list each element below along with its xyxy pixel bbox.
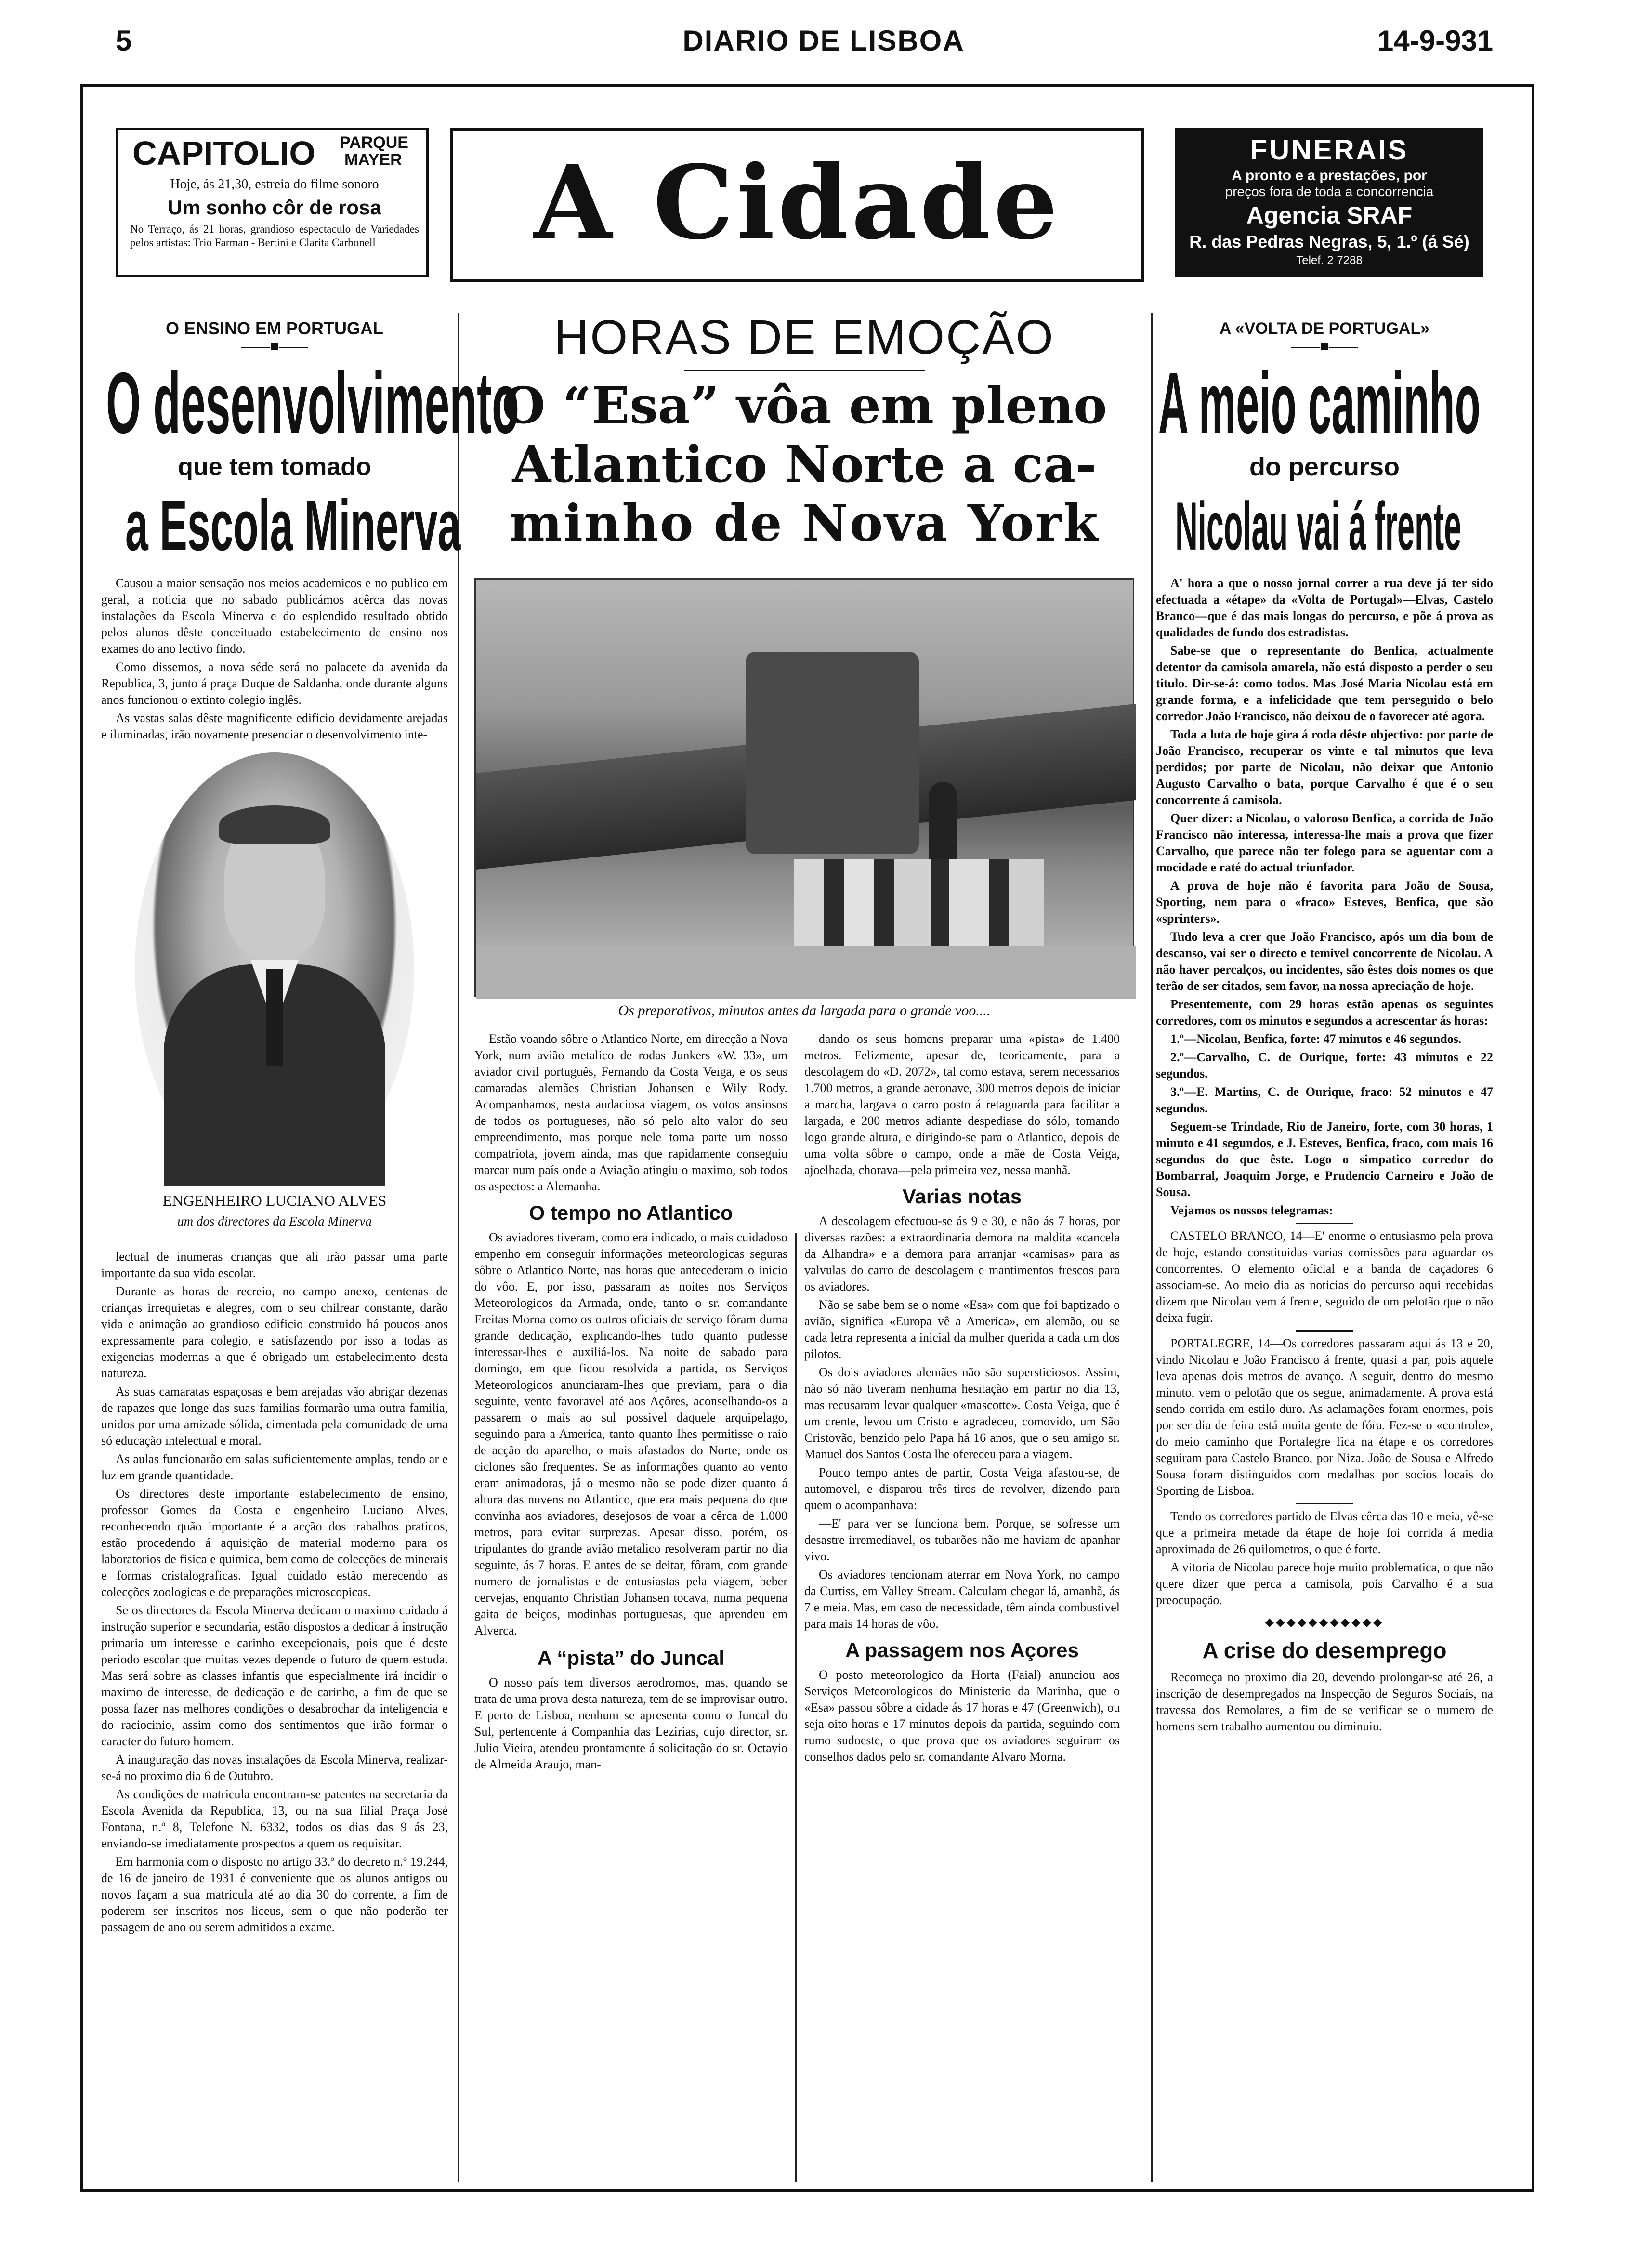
right-p4: Quer dizer: a Nicolau, o valoroso Benfica, a corrida de João Francisco não interessa, interessa-lhe mais a prova que fizer Carvalho, que parece não ter folego para se aguentar com a mocidade e raté do actual triunfador. [1156,811,1493,874]
right-p11: PORTALEGRE, 14—Os corredores passaram aqui ás 13 e 20, vindo Nicolau e João Francisco á frente, quasi a par, pois aquele leva apenas dois metros de avanço. A seguir, dentro do mesmo minuto, vem o pelotão que os segue, animadamente. A prova está sendo corrida em estilo duro. As aclamações foram enormes, pois por ser dia de feira está muita gente de fóra. Fez-se o «controle», do meio caminho que Portalegre fica na étape e os corredores seguiram para Castelo Branco, por Niza. João de Sousa e Alfredo Sousa foram distinguidos com medalhas por socios locais do Sporting de Lisboa. [1156,1336,1493,1498]
photo-caption: Os preparativos, minutos antes da largada para o grande voo.... [618,1002,991,1018]
right-p7: Presentemente, com 29 horas estão apenas os seguintes corredores, com os minutos e segundos a acrescentar ás horas: [1156,997,1493,1028]
right-l3: 3.º—E. Martins, C. de Ourique, fraco: 52 minutos e 47 segundos. [1156,1085,1493,1115]
center-headline-l2: Atlantico Norte a ca- [512,435,1097,494]
left-p4: lectual de inumeras crianças que ali irão passar uma parte importante da sua vida escolar. [101,1250,448,1280]
left-p10: A inauguração das novas instalações da Escola Minerva, realizar-se-á no proximo dia 6 de Outubro. [101,1753,448,1783]
right-article [1156,308,1493,2182]
left-p12: Em harmonia com o disposto no artigo 33.º do decreto n.º 19.244, de 16 de janeiro de 1931 é conveniente que os alunos antigos ou novos façam a sua matricula até ao dia 30 do corrente, a fim de poderem ser inscritos nos liceus, sem o que não poderão ter passagem de ano ou serem admitidos a exame. [101,1855,448,1934]
portrait-tie [266,969,283,1066]
left-p9: Se os directores da Escola Minerva dedicam o maximo cuidado á instrução superior e secundaria, estão dispostos a dedicar á instrução primaria um interesse e carinho excepcionais, pois que é deste periodo escolar que muitas vezes depende o futuro de quem estuda. Mas será sobre as classes infantis que especialmente irá incidir o maximo de interesse, de dedicação e de carinho, a fim de que se possa fazer nas melhores condições o desabrochar da inteligencia e do raciocinio, assim como dos sentimentos que irão formar o caracter do futuro homem. [101,1603,448,1748]
center-c2p7: Os aviadores tencionam aterrar em Nova York, no campo da Curtiss, em Valley Stream. Calculam chegar lá, amanhã, ás 7 e meia. Mas, em caso de necessidade, têm ainda combustivel para mais 14 horas de vôo. [804,1568,1120,1631]
center-c1p3: O nosso país tem diversos aerodromos, mas, quando se trata de uma prova desta natureza, tem de se improvisar outro. E perto de Lisboa, nenhum se apresenta como o Juncal do Sul, pertencente á Companhia das Lezirias, cujo director, sr. Julio Vieira, atendeu prontamente á solicitação do sr. Octavio de Almeida Araujo, man- [474,1675,787,1771]
left-p3: As vastas salas dêste magnificente edificio devidamente arejadas e iluminadas, irão novamente presenciar o desenvolvimento inte- [101,711,448,741]
telegram-rule [1296,1223,1353,1224]
right-p6: Tudo leva a crer que João Francisco, após um dia bom de descanso, vai ser o directo e temivel concorrente de Nicolau. A não haver percalços, ou incidentes, são êstes dois nomes os que terão de ser citados, sem favor, na nossa apreciação de hoje. [1156,930,1493,993]
right-p13: A vitoria de Nicolau parece hoje muito problematica, o que não quere dizer que perca a camisola, pois Carvalho é a sua preocupação. [1156,1560,1493,1607]
left-headline: O desenvolvimento [106,354,519,451]
center-col2 [804,1031,1120,1767]
left-subhead: que tem tomado [178,453,371,481]
portrait-caption-role: um dos directores da Escola Minerva [177,1214,372,1228]
airplane-photo [474,578,1134,997]
capitolio-ad [116,128,429,277]
right-p8: Seguem-se Trindade, Rio de Janeiro, forte, com 30 horas, 1 minuto e 41 segundos, e J. Esteves, Benfica, fraco, com mais 16 segundos do que êste. Logo o simpatico corredor do Bombarral, Joaquim Jorge, e Prudencio Carneiro e João de Sousa. [1156,1120,1493,1199]
column-rule-left [458,313,459,2182]
masthead [0,0,1626,72]
portrait-caption-name: ENGENHEIRO LUCIANO ALVES [162,1192,387,1209]
left-p11: As condições de matricula encontram-se patentes na secretaria da Escola Avenida da Republica, 13, ou na sua filial Praça José Fontana, n.º 8, Telefone N. 6332, todos os dias das 9 ás 23, enviando-se imediatamente prospectos a quem os requisitar. [101,1787,448,1850]
subhead-pista: A “pista” do Juncal [537,1647,725,1669]
right-p1: A' hora a que o nosso jornal correr a rua deve já ter sido efectuada a «étape» da «Volta de Portugal»—Elvas, Castelo Branco—que é das mais longas do percurso, e põe á prova as qualidades de fundo dos estradistas. [1156,576,1493,639]
right-kicker-ornament: ——■—— [1291,338,1358,354]
center-c1p1: Estão voando sôbre o Atlantico Norte, em direcção a Nova York, num avião metalico de rodas Junkers «W. 33», um aviador civil português, Fernando da Costa Veiga, e os seus camaradas alemães Christian Johansen e Wily Rody. Acompanhamos, nesta audaciosa viagem, os votos ansiosos de todos os portugueses, não só pelo alto valor do seu empreendimento, mas porque nele toma parte um nosso compatriota, jovem ainda, mas que rapidamente conseguiu marcar num país onde a Aviação atingiu o maximo, sob todos os aspectos: a Alemanha. [474,1032,787,1193]
right-p2: Sabe-se que o representante do Benfica, actualmente detentor da camisola amarela, não está disposto a perder o seu titulo. Dir-se-á: como todos. Mas José Maria Nicolau está em grande forma, e a infelicidade que tem perseguido o belo corredor João Francisco, não deixou de o favorecer até agora. [1156,644,1493,723]
left-body-top [101,575,448,743]
capitolio-name: CAPITOLIO [132,134,315,172]
telegram-rule-3 [1296,1503,1353,1504]
center-kicker: HORAS DE EMOÇÃO [554,310,1055,364]
capitolio-suffix-2: MAYER [344,151,402,169]
issue-date: 14-9-931 [1377,25,1494,57]
right-kicker: A «VOLTA DE PORTUGAL» [1219,319,1430,338]
right-headline2: Nicolau vai á frente [1175,488,1462,565]
right-headline2-wrap [1156,484,1493,565]
center-c1p2: Os aviadores tiveram, como era indicado, o mais cuidadoso empenho em conseguir informações meteorologicas seguras sôbre o Atlantico Norte, nas horas que antecederam o inicio do vôo. E, por isso, passaram as noites nos Serviços Meteorologicos da Armada, onde, tanto o sr. comandante Freitas Morna como os outros oficiais de serviço fôram duma grande dedicação, explicando-lhes tudo quanto pudesse interessar-lhes e auxiliá-los. Na noite de sabado para domingo, em que ficou resolvida a partida, os Serviços Meteorologicos anunciaram-lhes que previam, para o dia seguinte, vento favoravel até aos Açôres, aconselhando-os a passarem o mais ao sul possivel daquele arquipelago, seguindo para a America, tanto quanto lhes permitisse o raio de acção do aparelho, o mais afastados do Norte, onde os ciclones são frequentes. Se as informações quanto ao vento eram animadoras, já o mesmo não se pode dizer quanto á altura das nuvens no Atlantico, que era mais pequena do que convinha aos aviadores, desejosos de voar a cêrca de 1.000 metros, para evitar surprezas. Apesar disso, porém, os tripulantes do grande avião metalico resolveram partir no dia seguinte, ás 7 horas. E antes de se deitar, fôram, com grande numero de jornalistas e de entusiastas pela viagem, beber cervejas, enquanto Christian Johansen tocava, numa pequena gaita de beiços, modinhas portuguesas, que aprendeu em Alverca. [474,1230,787,1637]
section-title: A Cidade [533,143,1061,262]
funerais-line1: A pronto e a prestações, por [1232,168,1427,184]
right-l2: 2.º—Carvalho, C. de Ourique, forte: 43 minutos e 22 segundos. [1156,1050,1493,1081]
right-headline-wrap [1156,354,1493,451]
center-c2p1: dando os seus homens preparar uma «pista» de 1.400 metros. Felizmente, apesar de, teoricamente, para a descolagem do «D. 2072», tal como estava, serem necessarios 1.700 metros, a grande aeronave, 300 metros depois de iniciar a marcha, largava o carro posto á retaguarda para facilitar a largada, e 200 metros adiante despediase do sólo, tomando logo grande altura, e dirigindo-se para o Atlantico, depois de uma volta sôbre o campo, onde a mãe de Costa Veiga, ajoelhada, chorava—pela primeira vez, nessa manhã. [804,1032,1120,1177]
funerais-address: R. das Pedras Negras, 5, 1.º (á Sé) [1189,232,1469,251]
telegram-rule-2 [1296,1330,1353,1332]
right-subhead: do percurso [1249,452,1400,481]
left-body-bottom [101,1249,448,1936]
funerais-agency: Agencia SRAF [1246,202,1413,229]
portrait-figure [101,752,448,1239]
portrait-hair [219,805,330,844]
right-p9: Vejamos os nossos telegramas: [1170,1203,1333,1217]
right-headline: A meio caminho [1158,354,1481,451]
center-c2p3: Não se sabe bem se o nome «Esa» com que foi baptizado o avião, significa «Europa vê a America», em alemão, ou se cada letra representa a inicial da mulher querida a cada um dos pilotos. [804,1298,1120,1361]
page-number: 5 [116,25,132,57]
left-headline2-wrap [101,484,461,566]
left-headline-wrap [101,354,519,451]
center-headline-l3: minho de Nova York [509,493,1100,553]
kicker-ornament: ——■—— [241,338,308,354]
right-body [1156,575,1493,1735]
funerais-ad [1175,128,1483,277]
plane-fuselage [746,652,919,854]
center-article [467,308,1141,2182]
center-col1 [474,1031,787,1775]
right-p12: Tendo os corredores partido de Elvas cêrca das 10 e meia, vê-se que a primeira metade da étape de hoje foi corrida á media aproximada de 26 quilometros, o que é forte. [1156,1509,1493,1556]
kicker-rule [684,370,925,371]
left-p5: Durante as horas de recreio, no campo anexo, centenas de crianças irrequietas e alegres, com o seu chilrear constante, darão vida e animação ao grandioso edificio construido há poucos anos expressamente para colegio, e satisfazendo por isso a todas as exigencias modernas a que é obrigado um estabelecimento desta natureza. [101,1284,448,1380]
left-p7: As aulas funcionarão em salas suficientemente amplas, tendo ar e luz em grande quantidade. [101,1452,448,1482]
right-l1: 1.º—Nicolau, Benfica, forte: 47 minutos e 46 segundos. [1170,1032,1462,1046]
column-rule-right [1151,313,1153,2182]
ground [476,946,1136,999]
center-c2p2: A descolagem efectuou-se ás 9 e 30, e não ás 7 horas, por diversas razões: a extraordinaria demora na maldita «cancela da Alhandra» e a demora para arranjar «camisas» para as valvulas do carro de descolagem e mantimentos frescos para os aviadores. [804,1214,1120,1293]
crisis-title: A crise do desemprego [1202,1638,1447,1663]
funerais-title: FUNERAIS [1250,134,1409,166]
crisis-paragraph: Recomeça no proximo dia 20, devendo prolongar-se até 26, a inscrição de desempregados na Inspecção de Seguros Sociais, na travessa dos Remolares, a fim de se verificar se o numero de homens sem trabalho aumentou ou diminuiu. [1156,1670,1493,1733]
paper-name: DIARIO DE LISBOA [682,25,965,57]
left-p6: As suas camaratas espaçosas e bem arejadas vão abrigar dezenas de rapazes que longe das suas familias formarão uma outra familia, unidos por uma amizade sólida, cimentada pela comunidade de uma só educação intelectual e moral. [101,1385,448,1448]
right-p5: A prova de hoje não é favorita para João de Sousa, Sporting, nem para o «fraco» Esteves, Benfica, que são «sprinters». [1156,879,1493,925]
left-headline2: a Escola Minerva [125,485,461,566]
left-p2: Como dissemos, a nova séde será no palacete da avenida da Republica, 3, junto á praça Duque de Saldanha, onde durante alguns anos funcionou o extinto colegio inglês. [101,660,448,707]
center-c2p8: O posto meteorologico da Horta (Faial) anunciou aos Serviços Meteorologicos do Ministerio da Marinha, que o «Esa» passou sôbre a cidade ás 17 horas e 47 (Greenwich), ou seja oito horas e 17 minutos depois da partida, seguindo com rumo sudoeste, o que prova que os aviadores seguiram os conselhos dados pelo sr. comandante Alvaro Morna. [804,1668,1120,1764]
right-p3: Toda a luta de hoje gira á roda dêste objectivo: por parte de João Francisco, recuperar os vinte e tal minutos que leva perdidos; por parte de Nicolau, não deixar que Antonio Augusto Carvalho o bata, porque Carvalho é que é o seu concorrente á camisola. [1156,727,1493,807]
crisis-ornament: ◆◆◆◆◆◆◆◆◆◆◆ [1265,1616,1384,1629]
right-p10: CASTELO BRANCO, 14—E' enorme o entusiasmo pela prova de hoje, estando constituidas varias comissões para aguardar os concorrentes. O elemento oficial e a banda de caçadores 6 associam-se. Ao meio dia as noticias do percurso aqui recebidas dizem que Nicolau vem á frente, seguido de um pelotão que o não deixa fugir. [1156,1229,1493,1325]
left-p8: Os directores deste importante estabelecimento de ensino, professor Gomes da Costa e engenheiro Luciano Alves, reconhecendo quão importante é a acção dos trabalhos praticos, estão procedendo á aquisição de material moderno para os laboratorios de fisica e quimica, bem como de colecções de minerais e formas cristalograficas. Igual cuidado estão merecendo as colecções zoologicas e de preparações microscopicas. [101,1487,448,1599]
section-title-box [450,128,1144,282]
capitolio-film: Um sonho côr de rosa [168,196,381,219]
capitolio-line3: No Terraço, ás 21 horas, grandioso espectaculo de Variedades pelos artistas: Trio Farman - Bertini e Clarita Carbonell [130,223,419,249]
subhead-acores: A passagem nos Açores [845,1639,1079,1661]
center-c2p4: Os dois aviadores alemães não são supersticiosos. Assim, não só não tiveram nenhuma hesitação em partir no dia 13, mas recusaram levar qualquer «mascotte». Costa Veiga, que é um crente, levou um Cristo e agradeceu, comovido, um São Cristovão, benzido pelo Papa há 16 anos, que o seu amigo sr. Manuel dos Santos Costa lhe ofereceu para a viagem. [804,1365,1120,1461]
funerais-line2: preços fora de toda a concorrencia [1225,184,1434,199]
capitolio-suffix-1: PARQUE [340,133,408,152]
center-c2p6: —E' para ver se funciona bem. Porque, se sofresse um desastre irremediavel, os tubarões não me haviam de apanhar vivo. [804,1516,1120,1563]
left-kicker: O ENSINO EM PORTUGAL [165,318,384,338]
left-article [101,308,519,2182]
center-c2p5: Pouco tempo antes de partir, Costa Veiga afastou-se, de automovel, e disparou três tiros de revolver, dizendo para quem o acompanhava: [804,1465,1120,1512]
subhead-tempo: O tempo no Atlantico [529,1201,733,1224]
subhead-notas: Varias notas [902,1185,1022,1208]
portrait-image [135,752,414,1186]
capitolio-line1: Hoje, ás 21,30, estreia do filme sonoro [170,177,379,192]
center-headline-l1: O “Esa” vôa em pleno [501,376,1107,435]
funerais-phone: Telef. 2 7288 [1296,254,1363,267]
left-p1: Causou a maior sensação nos meios academicos e no publico em geral, a noticia que no sabado publicámos acêrca das novas instalações da Escola Minerva e do esplendido resultado obtido pelos alunos dêste conceituado estabelecimento de ensino nos exames do ano lectivo findo. [101,576,448,656]
